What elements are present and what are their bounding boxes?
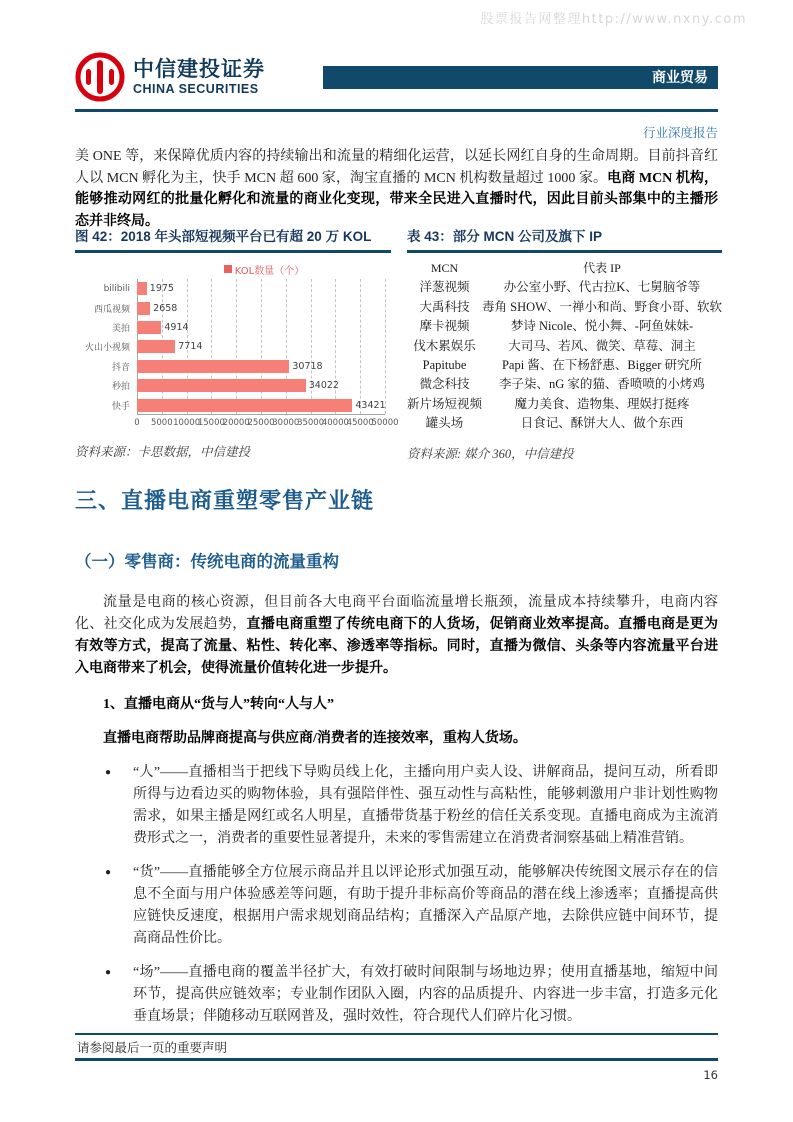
table-cell: 梦诗 Nicole、悦小舞、-阿鱼妹妹- [510,319,694,334]
intro-bold-text: 电商 MCN 机构，能够推动网红的批量化孵化和流量的商业化变现，带来全民进入直播时代，因此目前头部集中的主播形态并非终局。 [75,170,718,229]
chart-x-axis [134,417,399,432]
chart-category-label: 美拍 [111,323,130,334]
figure-42-block [75,228,399,462]
chart-bar [137,340,175,353]
chart-bar-value: 34022 [308,380,339,392]
chart-bar [137,302,150,315]
table-43-block [407,228,722,462]
table-header-cell: 代表 IP [583,261,621,275]
x-tick-label: 5000 [150,417,173,428]
chart-category-label: 抖音 [111,362,130,373]
table-cell: 新片场短视频 [407,396,483,411]
table-row [407,414,722,433]
list-item [75,962,718,1028]
chart-category-label: 西瓜视频 [93,304,130,315]
sector-label: 商业贸易 [652,69,708,85]
table-cell: 大禹科技 [419,299,470,314]
chart-bar-value: 43421 [355,399,386,411]
para1-bold-text: 直播电商重塑了传统电商下的人货场，促销商业效率提高。直播电商是更为有效等方式，提高了流量、粘性、转化率、渗透率等指标。同时，直播为微信、头条等内容流量平台进入电商带来了机会，使得流量价值转化进一步提升。 [75,617,718,676]
table-row [407,337,722,356]
chart-bar-value: 4914 [164,321,189,333]
chart-category-label: 快手 [111,401,130,412]
page-number: 16 [703,1068,718,1082]
sector-label-bar [323,66,718,89]
numbered-heading: 1、直播电商从“货与人”转向“人与人” [103,697,334,712]
list-item [75,762,718,850]
chart-bar-rows [75,279,391,415]
chart-category-label: 秒拍 [111,382,130,393]
bullet-icon: ● [105,967,112,978]
chart-bar [137,379,306,392]
x-tick-label: 10000 [173,417,201,428]
chart-bar [137,399,352,412]
legend-label: KOL数量（个） [234,265,305,277]
figure-table-row [75,228,722,462]
page-footer [75,1033,718,1082]
x-tick-label: 40000 [321,417,349,428]
chart-bar [137,321,161,334]
table-43-title-rule [407,250,722,253]
chart-bar-value: 2658 [153,302,178,314]
table-row [407,317,722,336]
chart-row [75,337,391,356]
logo-name-cn: 中信建投证券 [133,57,265,81]
chart-row [75,318,391,337]
table-cell: 摩卡视频 [419,319,470,334]
table-cell: 微念科技 [419,377,470,392]
chart-bar-value: 1975 [149,283,174,295]
page-header [75,52,718,141]
bullet-text-huo: “货”——直播能够全方位展示商品并且以评论形式加强互动，能够解决传统图文展示存在的信息不全面与用户体验感差等问题，有助于提升非标高价等商品的潜在线上渗透率；直播提高供应链快反速度，根据用户需求规划商品结构；直播深入产品原产地，去除供应链中间环节，提高商品性价比。 [133,865,718,946]
chart-row [75,298,391,317]
disclaimer-text: 请参阅最后一页的重要声明 [77,1041,228,1055]
chart-category-label: bilibili [103,283,130,294]
mcn-ip-table [407,259,722,434]
table-cell: 办公室小野、代古拉K、七舅脑爷等 [503,280,701,295]
table-row [407,356,722,375]
bullet-icon: ● [105,867,112,878]
header-divider [75,109,718,112]
table-cell: Papitube [422,358,467,373]
table-43-title: 表 43：部分 MCN 公司及旗下 IP [407,229,603,244]
chart-plot-area [75,279,391,415]
table-row [407,395,722,414]
report-type-label: 行业深度报告 [642,126,718,140]
table-cell: 日食记、酥饼大人、做个东西 [520,416,684,431]
table-row [407,298,722,317]
bullet-text-ren: “人”——直播相当于把线下导购员线上化，主播向用户卖人设、讲解商品，提问互动，所看即所得与边看边买的购物体验，具有强陪伴性、强互动性与高粘性，能够刺激用户非计划性购物需求，如果主播是网红或名人明星，直播带货基于粉丝的信任关系变现。直播电商成为主流消费形式之一，消费者的重要性显著提升，未来的零售需建立在消费者洞察基础上精准营销。 [133,765,718,846]
bullet-list [75,762,718,1028]
table-header-cell: MCN [430,261,459,275]
footer-divider-bottom [75,1058,718,1061]
table-cell: Papi 酱、在下杨舒惠、Bigger 研究所 [501,358,702,373]
x-tick-label: 0 [134,417,140,428]
x-tick-label: 15000 [197,417,225,428]
x-tick-label: 50000 [371,417,399,428]
table-row [407,278,722,297]
subsection-heading: （一）零售商：传统电商的流量重构 [75,553,339,571]
table-cell: 洋葱视频 [419,280,470,295]
chart-category-label: 火山小视频 [84,343,130,354]
watermark-text: 股票报告网整理http://www.nxny.com [480,12,747,27]
bullet-text-chang: “场”——直播电商的覆盖半径扩大，有效打破时间限制与场地边界；使用直播基地，缩短中间环节，提高供应链效率；专业制作团队入圈，内容的品质提升、内容进一步丰富，打造多元化垂直场景；伴随移动互联网普及，强时效性，符合现代人们碎片化习惯。 [133,965,718,1024]
table-cell: 毒角 SHOW、一禅小和尚、野食小哥、软软 [482,299,722,314]
section-heading: 三、直播电商重塑零售产业链 [75,488,375,513]
chart-bar [137,360,289,373]
x-tick-label: 30000 [272,417,300,428]
table-cell: 魔力美食、造物集、理娱打挺疼 [514,396,690,411]
chart-row [75,279,391,298]
section-body [75,592,718,1028]
figure-42-title: 图 42：2018 年头部短视频平台已有超 20 万 KOL [75,229,372,244]
chart-legend [137,261,391,277]
x-tick-label: 45000 [346,417,374,428]
intro-paragraph [75,146,718,232]
logo-name-en: CHINA SECURITIES [133,81,259,96]
lead-bold-sentence: 直播电商帮助品牌商提高与供应商/消费者的连接效率，重构人货场。 [103,731,527,746]
table-cell: 李子柒、nG 家的猫、香喷喷的小烤鸡 [499,377,705,392]
x-tick-label: 35000 [297,417,325,428]
kol-bar-chart [75,261,399,432]
citic-emblem-icon [75,52,125,102]
bullet-icon: ● [105,767,112,778]
table-row [407,375,722,394]
table-cell: 伐木累娱乐 [413,338,476,353]
list-item [75,862,718,950]
intro-normal-text: 美 ONE 等，来保障优质内容的持续输出和流量的精细化运营，以延长网红自身的生命周期。目前抖音红人以 MCN 孵化为主，快手 MCN 超 600 家，淘宝直播的 MCN 机构数量超过 1000 家。 [75,149,718,186]
table-43-source: 资料来源: 媒介 360，中信建投 [407,446,574,461]
chart-row [75,395,391,414]
table-header-row [407,259,722,278]
company-logo [75,52,265,102]
figure-42-source: 资料来源：卡思数据，中信建投 [75,444,251,459]
chart-row [75,357,391,376]
table-cell: 大司马、若风、微笑、草莓、洞主 [508,338,696,353]
chart-bar [137,282,147,295]
x-tick-label: 25000 [247,417,275,428]
chart-bar-value: 30718 [292,360,323,372]
chart-bar-value: 7714 [178,341,203,353]
x-tick-label: 20000 [222,417,250,428]
legend-swatch-icon [224,265,232,273]
para1-normal-text: 流量是电商的核心资源，但目前各大电商平台面临流量增长瓶颈，流量成本持续攀升，电商内容化、社交化成为发展趋势， [75,595,718,632]
body-paragraph-1 [75,592,718,680]
chart-row [75,376,391,395]
figure-42-title-rule [75,250,391,253]
table-cell: 罐头场 [425,416,464,431]
